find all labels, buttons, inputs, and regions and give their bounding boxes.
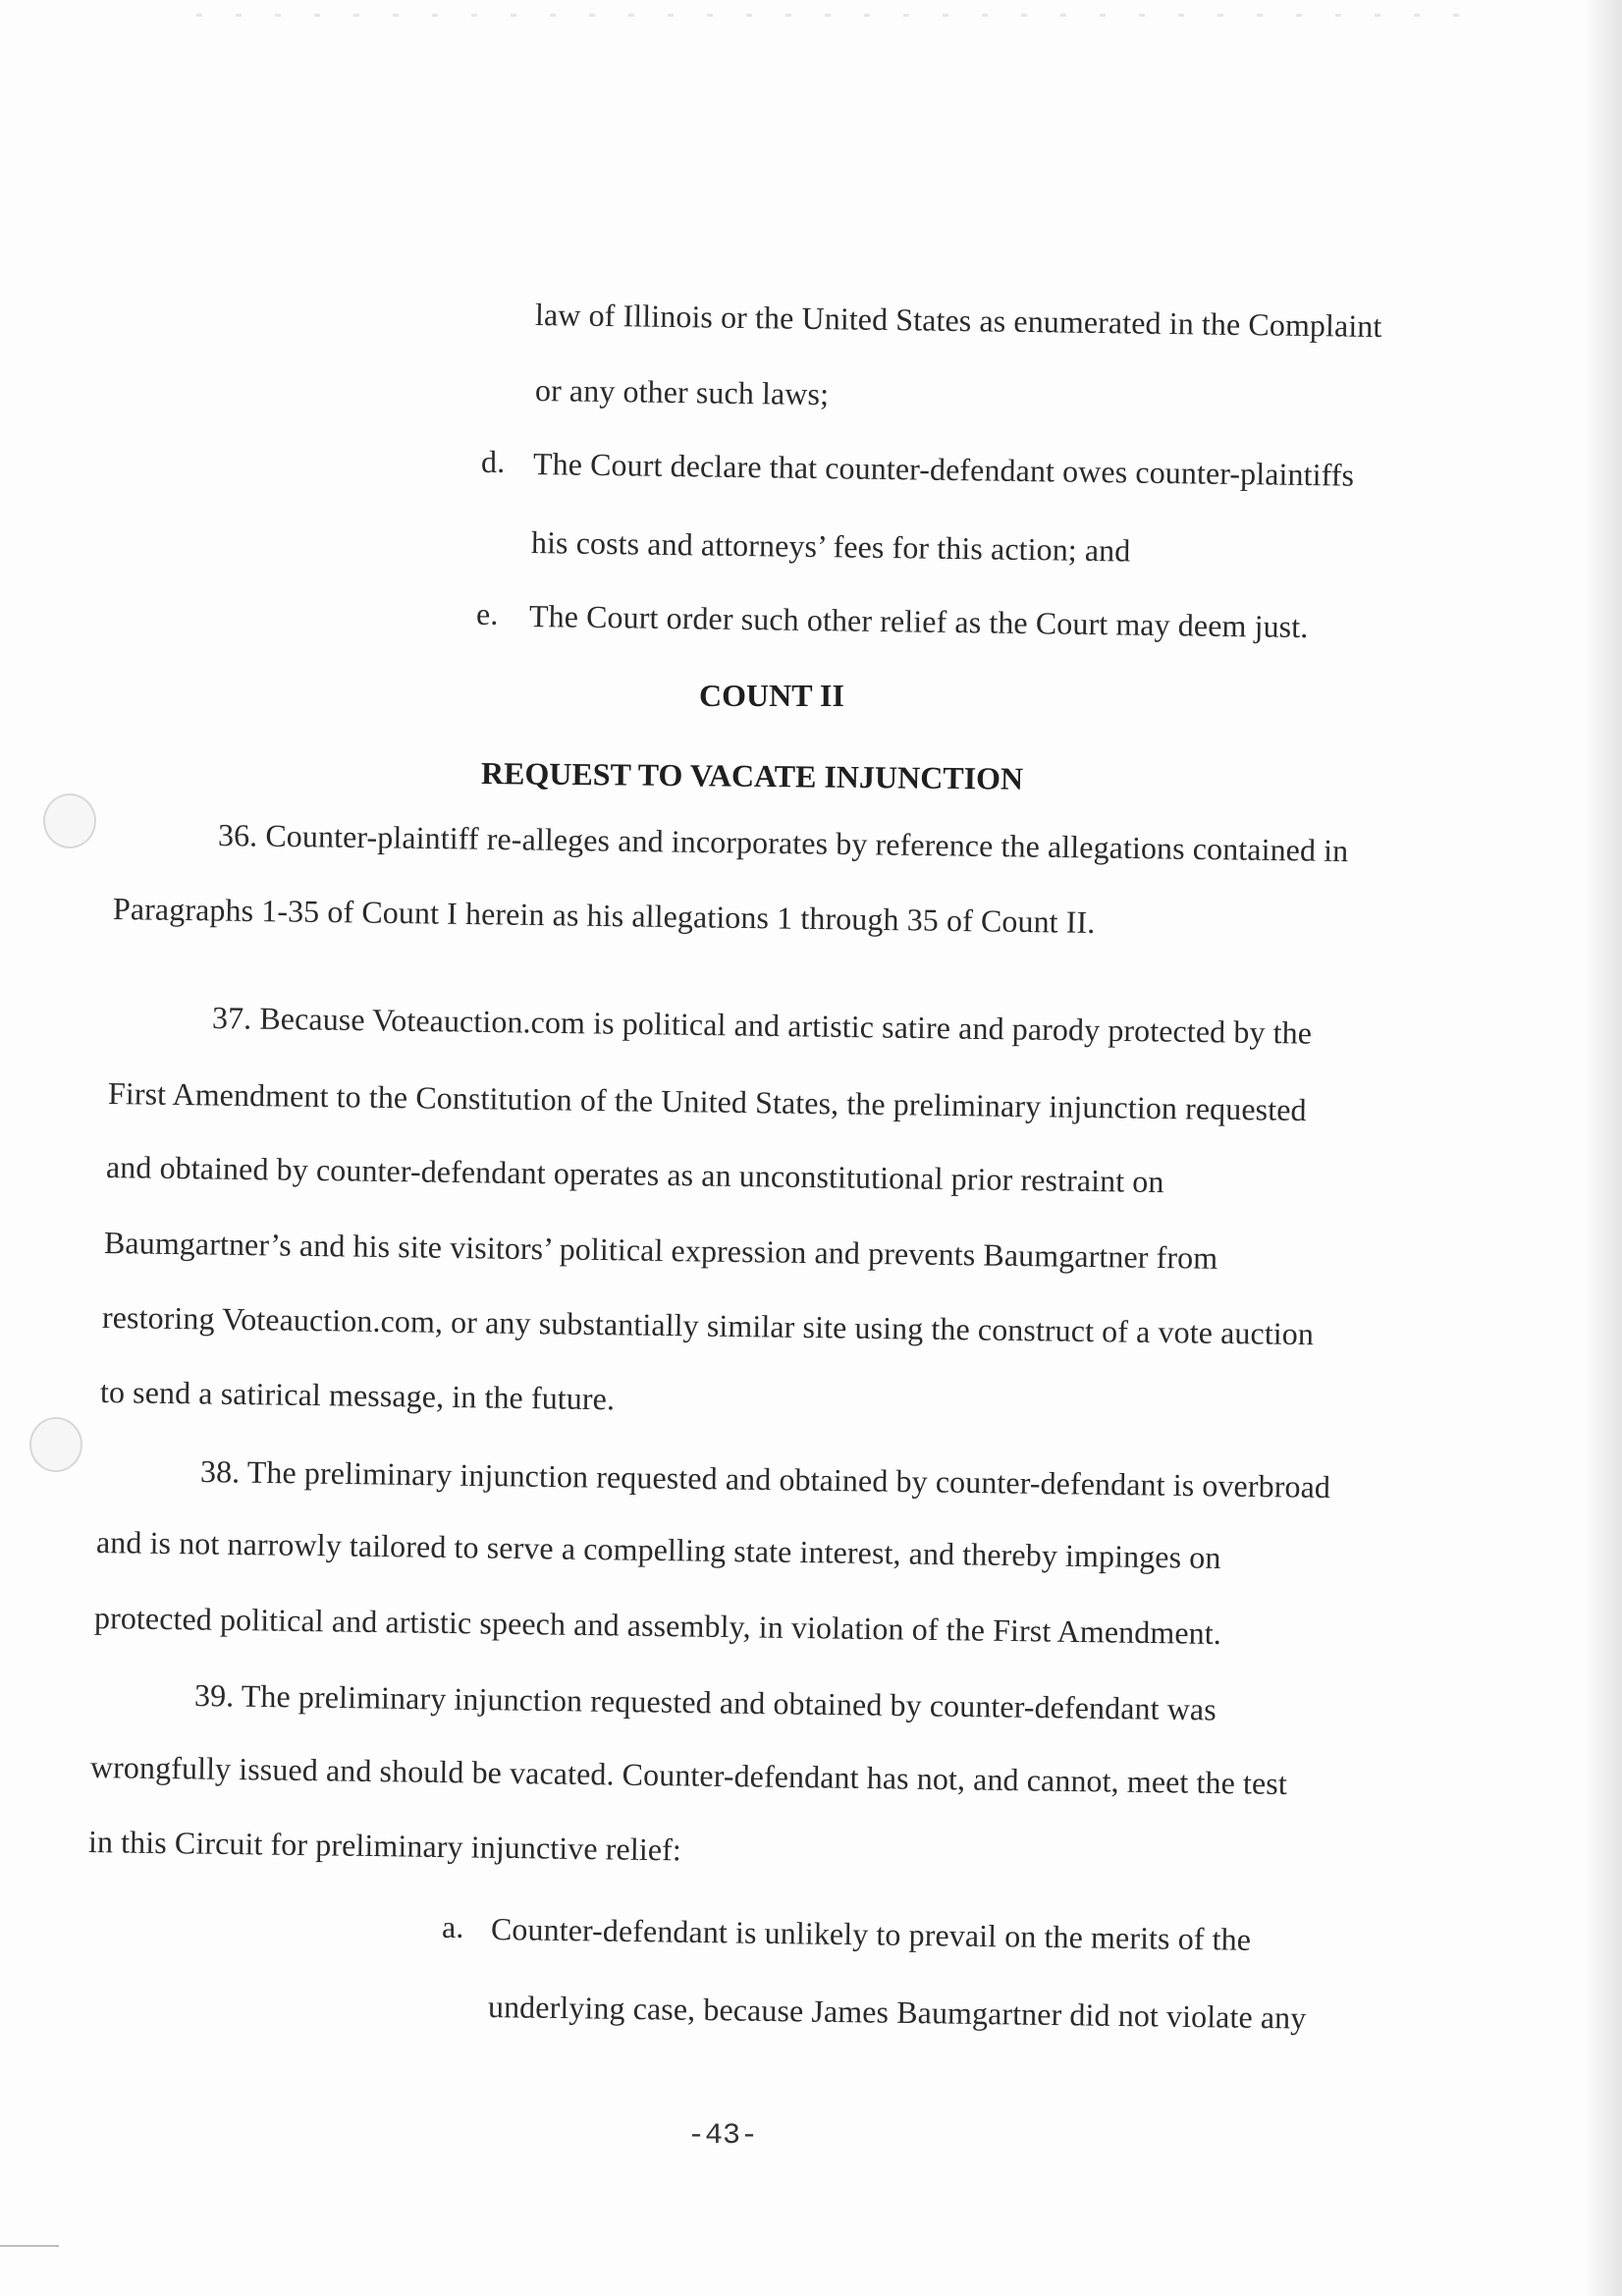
- punch-hole-bottom: [29, 1417, 82, 1472]
- count-heading: COUNT II: [699, 678, 844, 713]
- punch-hole-top: [43, 793, 96, 848]
- page-number: -43-: [687, 2119, 759, 2153]
- para-37-line-5: restoring Voteauction.com, or any substantially similar site using the construct of a vote auction: [101, 1299, 1315, 1352]
- item-a-line-1: Counter-defendant is unlikely to prevail on the merits of the: [490, 1911, 1252, 1957]
- item-e-line-1: The Court order such other relief as the Court may deem just.: [528, 598, 1309, 645]
- item-a-marker: a.: [442, 1909, 464, 1944]
- para-39-line-1: 39. The preliminary injunction requested and obtained by counter-defendant was: [193, 1677, 1217, 1727]
- para-39-line-2: wrongfully issued and should be vacated. Counter-defendant has not, and cannot, meet the test: [89, 1749, 1288, 1802]
- scan-artifact: [196, 14, 1473, 17]
- continuation-line-1: law of Illinois or the United States as enumerated in the Complaint: [534, 297, 1382, 345]
- scan-bottom-mark: [0, 2245, 59, 2247]
- para-37-line-4: Baumgartner’s and his site visitors’ political expression and prevents Baumgartner from: [103, 1225, 1218, 1276]
- scan-edge-shadow: [1583, 0, 1622, 2296]
- para-36-line-1: 36. Counter-plaintiff re-alleges and incorporates by reference the allegations contained in: [217, 817, 1349, 869]
- para-38-line-3: protected political and artistic speech and assembly, in violation of the First Amendment.: [93, 1600, 1222, 1652]
- para-38-line-1: 38. The preliminary injunction requested and obtained by counter-defendant is overbroad: [199, 1453, 1331, 1505]
- para-37-line-2: First Amendment to the Constitution of the United States, the preliminary injunction requested: [107, 1075, 1307, 1128]
- para-37-line-3: and obtained by counter-defendant operates as an unconstitutional prior restraint on: [105, 1149, 1164, 1200]
- para-37-line-1: 37. Because Voteauction.com is political and artistic satire and parody protected by the: [211, 1000, 1313, 1051]
- item-a-line-2: underlying case, because James Baumgartner did not violate any: [487, 1989, 1307, 2036]
- para-38-line-2: and is not narrowly tailored to serve a compelling state interest, and thereby impinges on: [95, 1524, 1221, 1575]
- item-d-line-1: The Court declare that counter-defendant owes counter-plaintiffs: [532, 446, 1355, 493]
- item-d-line-2: his costs and attorneys’ fees for this action; and: [530, 524, 1131, 569]
- para-39-line-3: in this Circuit for preliminary injunctive relief:: [87, 1824, 682, 1868]
- para-36-line-2: Paragraphs 1-35 of Count I herein as his allegations 1 through 35 of Count II.: [112, 891, 1096, 940]
- continuation-line-2: or any other such laws;: [534, 372, 830, 412]
- para-37-line-6: to send a satirical message, in the future.: [99, 1374, 616, 1417]
- item-e-marker: e.: [476, 596, 499, 631]
- item-d-marker: d.: [481, 444, 506, 479]
- count-subheading: REQUEST TO VACATE INJUNCTION: [480, 755, 1024, 796]
